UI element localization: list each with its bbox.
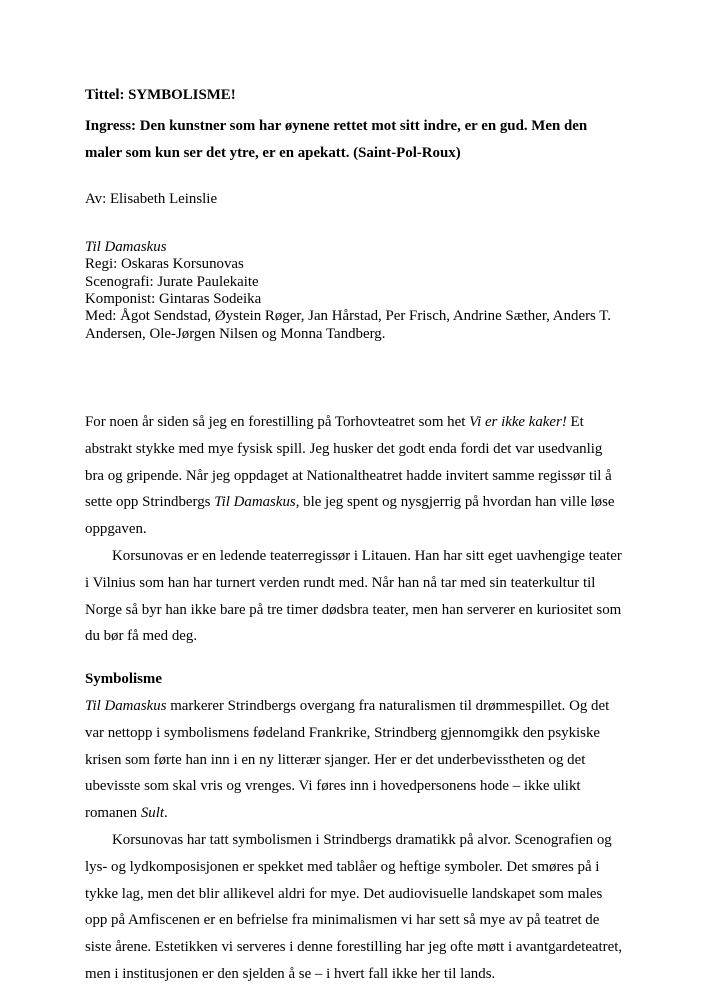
work-title-italic: Til Damaskus (85, 239, 167, 256)
text-run: Komponist: Gintaras Sodeika (85, 291, 262, 308)
work-title-italic: Til Damaskus (214, 494, 296, 511)
section-heading: Symbolisme (85, 671, 162, 688)
credit-line (85, 291, 625, 308)
ingress: Ingress: Den kunstner som har øynene rettet mot sitt indre, er en gud. Men den maler som kun ser det ytre, er en apekatt. (Saint-Pol-Roux) (85, 117, 588, 161)
credits-block (85, 239, 625, 343)
document-title: Tittel: SYMBOLISME! (85, 87, 236, 103)
work-title-italic: Til Damaskus (85, 697, 167, 714)
credit-line (85, 239, 625, 256)
text-column (85, 0, 625, 988)
text-run: Korsunovas har tatt symbolismen i Strindbergs dramatikk på alvor. Scenografien og lys- og lydkomposisjonen er spekket med tablåer og heftige symboler. Det smøres på i tykke lag, men det blir allikevel aldri for mye. Det audiovisuelle landskapet som males opp på Amfiscenen er en befrielse fra minimalismen vi har sett så mye av på teatret de siste årene. Estetikken vi serveres i denne forestilling har jeg ofte møtt i avantgardeteatret, men i institusjonen er den sjelden å se – i hvert fall ikke her til lands. (85, 831, 623, 982)
text-run: , ble jeg spent og nysgjerrig på hvordan han ville løse oppgaven. (85, 494, 615, 538)
paragraph (85, 543, 625, 650)
text-run: For noen år siden så jeg en forestilling på Torhovteatret som het (85, 413, 470, 430)
text-run: Scenografi: Jurate Paulekaite (85, 273, 259, 290)
work-title-italic: Sult (140, 805, 164, 822)
credit-line (85, 256, 625, 273)
paragraph (85, 693, 625, 827)
paragraph (85, 827, 625, 988)
text-run: Med: Ågot Sendstad, Øystein Røger, Jan Hårstad, Per Frisch, Andrine Sæther, Anders T. Andersen, Ole-Jørgen Nilsen og Monna Tandberg. (85, 308, 611, 342)
text-run: . (164, 805, 168, 822)
text-run: Et abstrakt stykke med mye fysisk spill. Jeg husker det godt enda fordi det var usedvanlig bra og gripende. Når jeg oppdaget at Nationaltheatret hadde invitert samme regissør til å sette opp Strindbergs (85, 413, 612, 511)
byline: Av: Elisabeth Leinslie (85, 191, 218, 208)
work-title-italic: Vi er ikke kaker! (469, 413, 567, 430)
paragraph (85, 409, 625, 543)
text-run: markerer Strindbergs overgang fra naturalismen til drømmespillet. Og det var nettopp i symbolismens fødeland Frankrike, Strindberg gjennomgikk den psykiske krisen som førte han inn i en ny litterær sjanger. Her er det underbevisstheten og det ubevisste som skal vris og vrenges. Vi føres inn i hovedpersonens hode – ikke ulikt romanen (85, 697, 610, 822)
text-run: Regi: Oskaras Korsunovas (85, 256, 244, 273)
text-run: Korsunovas er en ledende teaterregissør i Litauen. Han har sitt eget uavhengige teater i Vilnius som han har turnert verden rundt med. Når han nå tar med sin teaterkultur til Norge så byr han ikke bare på tre timer dødsbra teater, men han serverer en kuriositet som du bør få med deg. (85, 547, 622, 645)
credit-line (85, 274, 625, 291)
credit-line (85, 308, 625, 343)
document-body (85, 409, 625, 988)
